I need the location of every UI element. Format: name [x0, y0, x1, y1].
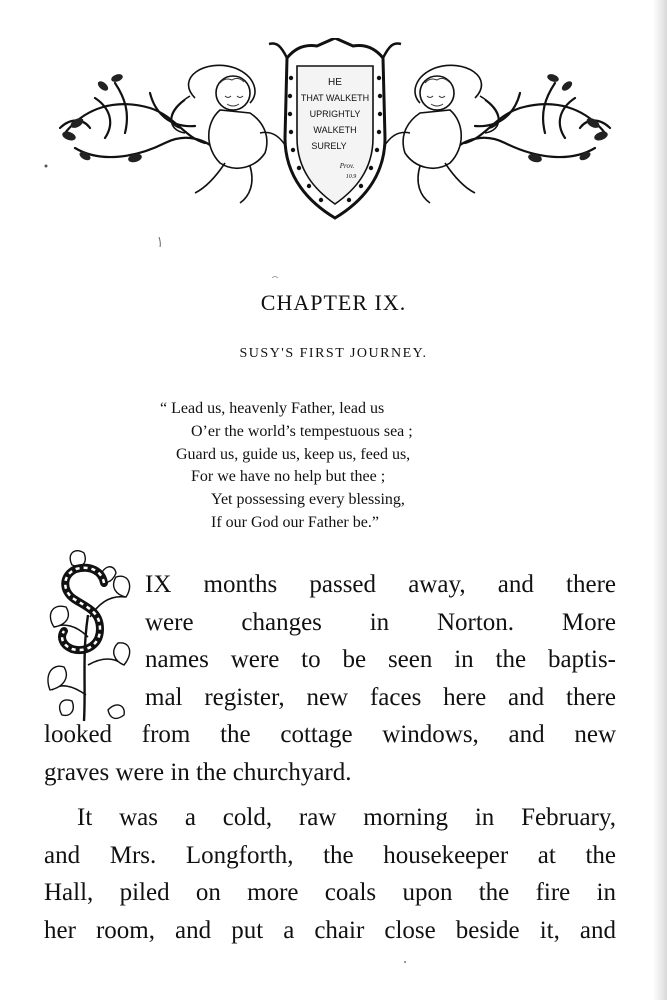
motto-line: Prov. [339, 162, 355, 170]
chapter-title: CHAPTER IX. [260, 290, 407, 315]
text-line: her room, and put a chair close beside it, and [44, 916, 616, 944]
text-line: looked from the cottage windows, and new [44, 721, 616, 748]
text-line: Hall, piled on more coals upon the fire in [44, 879, 616, 906]
ornamental-headpiece [55, 38, 615, 223]
motto-line: 10.9 [345, 174, 357, 180]
poem-line: “ Lead us, heavenly Father, lead us [160, 400, 385, 417]
motto-line: WALKETH [313, 125, 357, 135]
paragraph-2 [44, 799, 616, 949]
paragraph-1 [44, 566, 616, 791]
motto-line: UPRIGHTLY [309, 109, 361, 119]
drop-cap-letter: S [42, 545, 43, 546]
text-line: IX months passed away, and there [145, 571, 616, 598]
poem-line: Guard us, guide us, keep us, feed us, [176, 445, 411, 463]
motto-line: SURELY [311, 141, 347, 151]
motto-line: THAT WALKETH [300, 93, 370, 103]
poem-line: For we have no help but thee ; [191, 468, 386, 486]
text-line: were changes in Norton. More [145, 608, 616, 636]
poem-line: If our God our Father be.” [211, 514, 379, 531]
text-line: mal register, new faces here and there [145, 683, 616, 711]
text-line: graves were in the churchyard. [44, 758, 352, 786]
text-line: and Mrs. Longforth, the housekeeper at the [44, 841, 616, 869]
poem-line: Yet possessing every blessing, [211, 491, 405, 509]
chapter-subtitle: SUSY'S FIRST JOURNEY. [239, 346, 428, 361]
poem-line: O’er the world’s tempestuous sea ; [191, 422, 413, 440]
text-line: names were to be seen in the baptis- [145, 646, 616, 673]
page-edge-shadow [653, 0, 667, 1000]
text-line: It was a cold, raw morning in February, [77, 804, 616, 831]
motto-line: HE [328, 77, 342, 88]
